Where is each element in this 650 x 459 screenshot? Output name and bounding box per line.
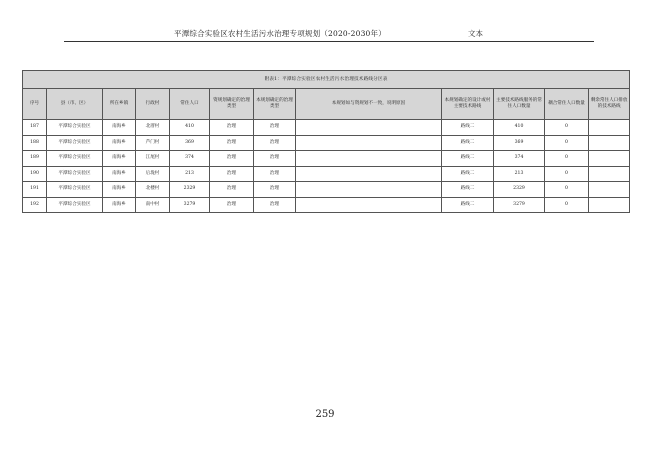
table-cell: 0 — [545, 120, 589, 136]
table-cell: 0 — [545, 166, 589, 182]
table-caption-row — [23, 71, 630, 89]
column-header: 剩余常住人口排放的技术路线 — [589, 89, 630, 120]
table-cell: 410 — [494, 120, 545, 136]
table-row — [23, 135, 630, 151]
table-cell: 0 — [545, 135, 589, 151]
column-header: 主要技术路线服务的常住人口数量 — [494, 89, 545, 120]
page-number: 259 — [315, 409, 335, 420]
table-cell: 0 — [545, 182, 589, 198]
column-header: 县（市、区） — [47, 89, 103, 120]
table-cell: 治理 — [254, 197, 296, 213]
table-cell: 3279 — [494, 197, 545, 213]
table-cell: 213 — [494, 166, 545, 182]
table-cell: 治理 — [210, 166, 254, 182]
table-cell: 路线二 — [442, 197, 494, 213]
table-cell: 平潭综合实验区 — [47, 166, 103, 182]
table-cell: 治理 — [210, 135, 254, 151]
header-divider — [64, 41, 594, 42]
table-cell — [296, 151, 442, 167]
page-header — [64, 26, 594, 42]
table-cell: 191 — [23, 182, 47, 198]
table-cell — [296, 197, 442, 213]
column-header: 常住人口 — [170, 89, 210, 120]
table-cell: 平潭综合实验区 — [47, 120, 103, 136]
table-cell — [589, 151, 630, 167]
table-cell: 治理 — [210, 151, 254, 167]
document-title: 平潭综合实验区农村生活污水治理专项规划（2020-2030年） — [174, 29, 386, 38]
table-row — [23, 120, 630, 136]
table-cell — [589, 120, 630, 136]
table-cell: 南海乡 — [103, 197, 136, 213]
table-cell: 平潭综合实验区 — [47, 151, 103, 167]
table-cell: 0 — [545, 151, 589, 167]
table-cell: 南海乡 — [103, 120, 136, 136]
document-type-label: 文本 — [468, 29, 483, 38]
table-row — [23, 166, 630, 182]
table-cell: 南中村 — [136, 197, 170, 213]
table-cell: 2329 — [494, 182, 545, 198]
table-cell: 188 — [23, 135, 47, 151]
table-caption: 附表1：平潭综合实验区农村生活污水治理技术路线分区表 — [23, 71, 630, 89]
column-header: 本规划确定的治理类型 — [254, 89, 296, 120]
column-header: 所在乡镇 — [103, 89, 136, 120]
table-cell — [589, 182, 630, 198]
table-cell: 南海乡 — [103, 151, 136, 167]
table-cell: 江尾村 — [136, 151, 170, 167]
table-cell: 路线二 — [442, 182, 494, 198]
table-cell: 北楼村 — [136, 182, 170, 198]
table-cell: 189 — [23, 151, 47, 167]
table-cell: 后垅村 — [136, 166, 170, 182]
table-cell: 192 — [23, 197, 47, 213]
column-header: 序号 — [23, 89, 47, 120]
table-cell: 路线二 — [442, 135, 494, 151]
table-cell: 369 — [494, 135, 545, 151]
table-cell — [589, 197, 630, 213]
column-header: 资规划确定的治理类型 — [210, 89, 254, 120]
table-cell: 410 — [170, 120, 210, 136]
table-cell: 路线二 — [442, 151, 494, 167]
table-cell: 南海乡 — [103, 182, 136, 198]
table-cell: 平潭综合实验区 — [47, 135, 103, 151]
table-cell: 芦门村 — [136, 135, 170, 151]
table-cell: 平潭综合实验区 — [47, 182, 103, 198]
table-row — [23, 182, 630, 198]
table-cell: 治理 — [210, 182, 254, 198]
table-cell: 路线二 — [442, 120, 494, 136]
table-cell: 南海乡 — [103, 135, 136, 151]
table-cell: 治理 — [254, 151, 296, 167]
column-header: 本规划如与资规划不一致，说明原因 — [296, 89, 442, 120]
table-cell — [589, 135, 630, 151]
table-cell: 187 — [23, 120, 47, 136]
table-cell: 治理 — [254, 166, 296, 182]
table-cell: 374 — [170, 151, 210, 167]
table-cell: 369 — [170, 135, 210, 151]
table-cell: 平潭综合实验区 — [47, 197, 103, 213]
table-row — [23, 197, 630, 213]
table-cell: 治理 — [254, 182, 296, 198]
table-cell: 治理 — [254, 120, 296, 136]
table-cell: 213 — [170, 166, 210, 182]
technical-route-table — [22, 70, 630, 213]
table-cell: 3279 — [170, 197, 210, 213]
column-header: 耦合常住人口数量 — [545, 89, 589, 120]
table-cell: 190 — [23, 166, 47, 182]
table-header-row — [23, 89, 630, 120]
column-header: 行政村 — [136, 89, 170, 120]
table-cell — [296, 135, 442, 151]
table-cell: 南海乡 — [103, 166, 136, 182]
table-cell — [296, 182, 442, 198]
table-cell — [296, 166, 442, 182]
table-row — [23, 151, 630, 167]
table-cell: 北厝村 — [136, 120, 170, 136]
table-cell: 2329 — [170, 182, 210, 198]
table-cell: 治理 — [254, 135, 296, 151]
table-cell: 0 — [545, 197, 589, 213]
table-cell: 治理 — [210, 120, 254, 136]
column-header: 本规划确定的设计或村主要技术路线 — [442, 89, 494, 120]
table-cell: 路线二 — [442, 166, 494, 182]
table-cell: 374 — [494, 151, 545, 167]
table-cell: 治理 — [210, 197, 254, 213]
table-cell — [296, 120, 442, 136]
table-cell — [589, 166, 630, 182]
